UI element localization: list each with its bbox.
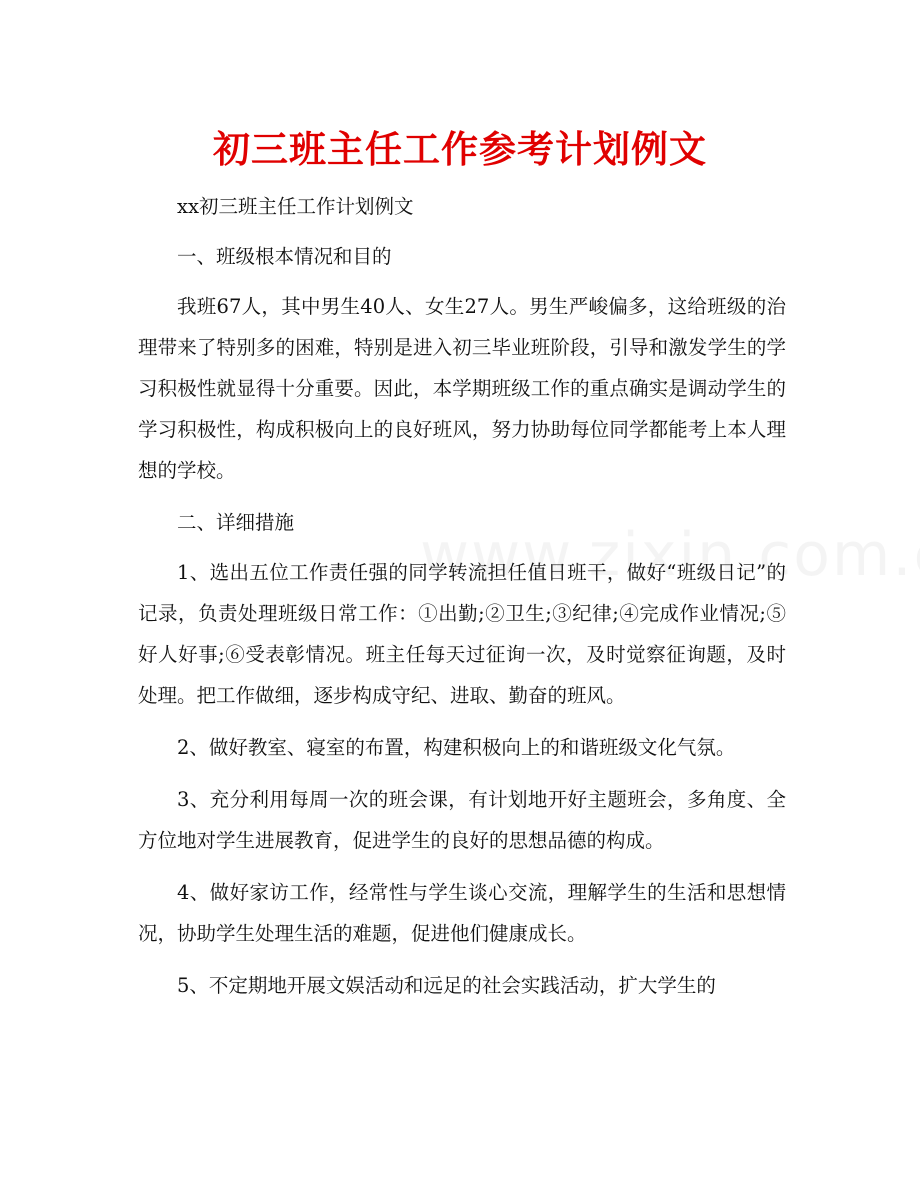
paragraph-measure-1: 1、选出五位工作责任强的同学转流担任值日班干，做好“班级日记”的记录，负责处理班级日常工作：①出勤;②卫生;③纪律;④完成作业情况;⑤好人好事;⑥受表彰情况。班主任每天过征询一次，及时觉察征询题，及时处理。把工作做细，逐步构成守纪、进取、勤奋的班风。 [138, 561, 786, 707]
section-heading-2: 二、详细措施 [177, 511, 295, 534]
paragraph-measure-2: 2、做好教室、寝室的布置，构建积极向上的和谐班级文化气氛。 [177, 736, 736, 759]
document-title: 初三班主任工作参考计划例文 [213, 128, 707, 171]
document-body [138, 186, 786, 1017]
section-heading-1: 一、班级根本情况和目的 [177, 245, 392, 268]
paragraph-measure-5: 5、不定期地开展文娱活动和远足的社会实践活动，扩大学生的 [177, 974, 716, 997]
subtitle-line: xx初三班主任工作计划例文 [177, 195, 414, 218]
paragraph-measure-4: 4、做好家访工作，经常性与学生谈心交流，理解学生的生活和思想情况，协助学生处理生活的难题，促进他们健康成长。 [138, 881, 786, 945]
paragraph-class-situation: 我班67人，其中男生40人、女生27人。男生严峻偏多，这给班级的治理带来了特别多的困难，特别是进入初三毕业班阶段，引导和激发学生的学习积极性就显得十分重要。因此，本学期班级工作的重点确实是调动学生的学习积极性，构成积极向上的良好班风，努力协助每位同学都能考上本人理想的学校。 [138, 295, 786, 482]
paragraph-measure-3: 3、充分利用每周一次的班会课，有计划地开好主题班会，多角度、全方位地对学生进展教育，促进学生的良好的思想品德的构成。 [138, 788, 786, 852]
